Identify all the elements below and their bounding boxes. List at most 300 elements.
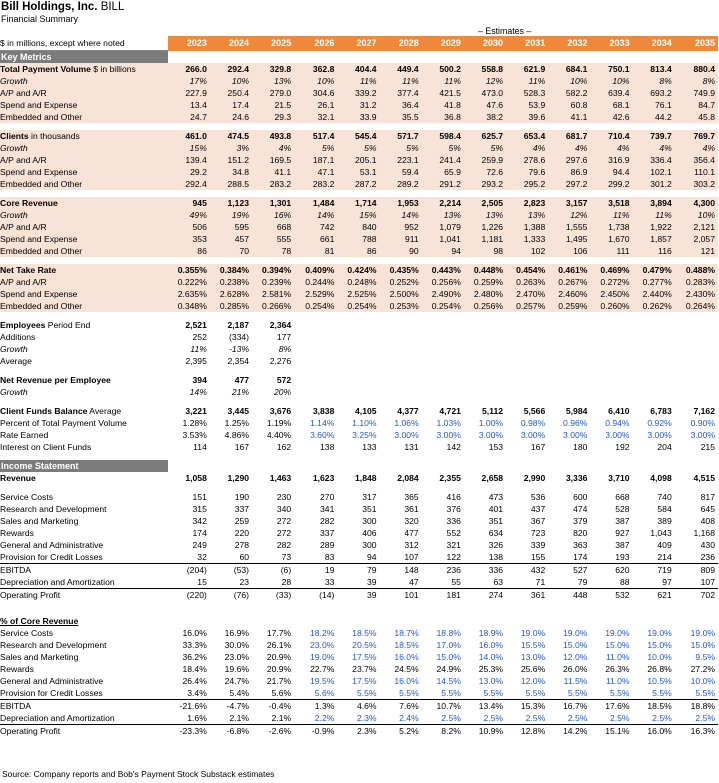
value-cell: 316.9 — [590, 154, 632, 166]
value-cell: 13% — [464, 209, 506, 221]
value-cell: 3.00% — [394, 430, 419, 440]
value-cell: 278 — [234, 540, 250, 550]
value-cell: 73 — [252, 551, 294, 564]
row-label: General and Administrative — [0, 676, 104, 686]
table-row — [0, 527, 718, 539]
year-header: 2035 — [675, 36, 718, 51]
value-cell: 0.409% — [294, 264, 337, 276]
value-cell: 3.53% — [182, 430, 207, 440]
value-cell: 12.0% — [520, 676, 546, 686]
table-row — [0, 166, 718, 178]
row-label: Growth — [0, 76, 28, 86]
value-cell — [337, 343, 379, 355]
value-cell: 927 — [615, 528, 630, 538]
row-label: Research and Development — [0, 504, 107, 514]
year-header: 2023 — [168, 36, 210, 51]
row-label-cell — [0, 111, 168, 123]
value-cell — [380, 331, 422, 343]
value-cell: 356.4 — [675, 154, 718, 166]
row-label-cell — [0, 687, 168, 700]
value-cell: 2,276 — [269, 356, 292, 366]
value-cell: 282 — [276, 540, 292, 550]
value-cell: 1.25% — [224, 418, 250, 428]
value-cell: 4.86% — [224, 430, 250, 440]
value-cell: 1,555 — [548, 221, 590, 233]
row-label-cell — [0, 564, 168, 577]
section-blank — [506, 51, 548, 64]
value-cell: 0.256% — [422, 276, 464, 288]
value-cell: 406 — [362, 528, 377, 538]
row-label-cell — [0, 197, 168, 209]
value-cell: 16.9% — [224, 628, 250, 638]
value-cell — [506, 331, 548, 343]
table-row — [0, 75, 718, 87]
value-cell: 809 — [700, 565, 715, 575]
row-label: Average — [0, 356, 32, 366]
value-cell: 0.454% — [506, 264, 548, 276]
value-cell: 0.394% — [252, 264, 294, 276]
value-cell: 3.00% — [563, 430, 588, 440]
value-cell: 78 — [252, 245, 294, 257]
table-row — [0, 576, 718, 589]
value-cell: 0.277% — [633, 276, 675, 288]
value-cell: 2,395 — [185, 356, 207, 366]
value-cell: 500.2 — [422, 63, 464, 75]
value-cell: 10.9% — [478, 726, 504, 736]
value-cell: 14% — [189, 387, 207, 397]
value-cell: 598.4 — [422, 130, 464, 142]
value-cell: 5,984 — [565, 406, 588, 416]
value-cell: 97 — [633, 576, 675, 589]
value-cell: 139.4 — [168, 154, 210, 166]
value-cell: 2,355 — [439, 473, 461, 483]
value-cell: 2,057 — [675, 233, 718, 245]
section-header — [0, 51, 718, 64]
row-label: A/P and A/R — [0, 155, 47, 165]
value-cell: 379 — [573, 516, 588, 526]
value-cell: 621 — [657, 590, 672, 600]
value-cell: 32 — [168, 551, 210, 564]
value-cell: 2.2% — [294, 712, 337, 725]
value-cell: 5.5% — [506, 687, 548, 700]
section-blank — [380, 51, 422, 64]
value-cell: 341 — [320, 504, 335, 514]
value-cell: 0.348% — [168, 300, 210, 312]
value-cell — [590, 331, 632, 343]
value-cell — [506, 374, 548, 386]
value-cell: 0.256% — [464, 300, 506, 312]
value-cell: 5% — [380, 142, 422, 154]
value-cell — [675, 374, 718, 386]
value-cell: 11.5% — [563, 676, 588, 686]
value-cell: 813.4 — [633, 63, 675, 75]
value-cell: 47.1 — [294, 166, 337, 178]
row-label: Net Revenue per Employee — [0, 375, 111, 385]
value-cell: 0.90% — [690, 418, 715, 428]
spacer-cell — [0, 608, 718, 615]
row-label: Embedded and Other — [0, 301, 83, 311]
row-label-cell — [0, 405, 168, 417]
value-cell: 31.2 — [337, 99, 379, 111]
row-label-cell — [0, 712, 168, 725]
value-cell: 769.7 — [675, 130, 718, 142]
value-cell: 33.9 — [337, 111, 379, 123]
table-row — [0, 209, 718, 221]
value-cell: 1,041 — [422, 233, 464, 245]
value-cell: 15.5% — [520, 640, 546, 650]
value-cell: 3,157 — [548, 197, 590, 209]
row-label-cell — [0, 663, 168, 675]
value-cell: 2.5% — [633, 712, 675, 725]
value-cell: 187.1 — [294, 154, 337, 166]
value-cell: 0.443% — [422, 264, 464, 276]
row-label: Total Payment Volume — [0, 64, 91, 74]
row-label: Core Revenue — [0, 198, 58, 208]
value-cell: (220) — [186, 590, 207, 600]
row-label-cell — [0, 503, 168, 515]
value-cell: 34.8 — [210, 166, 252, 178]
value-cell — [548, 331, 590, 343]
value-cell: 2.490% — [422, 288, 464, 300]
section-blank — [548, 51, 590, 64]
row-label-cell — [0, 651, 168, 663]
value-cell: 266.0 — [168, 63, 210, 75]
value-cell: 337 — [234, 504, 250, 514]
value-cell: 10% — [590, 75, 632, 87]
value-cell: 1.06% — [394, 418, 419, 428]
value-cell: 7,162 — [693, 406, 715, 416]
section-blank — [506, 460, 548, 472]
value-cell: 18.2% — [310, 628, 335, 638]
row-unit: Period End — [45, 320, 91, 330]
value-cell: 98 — [464, 245, 506, 257]
value-cell: 13.4% — [478, 701, 504, 711]
value-cell: 15% — [337, 209, 379, 221]
value-cell: 65.9 — [422, 166, 464, 178]
value-cell: 11% — [590, 209, 632, 221]
value-cell: 653.4 — [506, 130, 548, 142]
row-label: General and Administrative — [0, 540, 104, 550]
value-cell: 387 — [615, 540, 630, 550]
value-cell: 88 — [590, 576, 632, 589]
value-cell: 817 — [700, 492, 715, 502]
table-row — [0, 564, 718, 577]
value-cell: 42.6 — [590, 111, 632, 123]
value-cell: 2,187 — [227, 320, 250, 330]
value-cell — [294, 319, 337, 331]
value-cell: 133 — [362, 442, 377, 452]
value-cell: 223.1 — [380, 154, 422, 166]
value-cell: 19 — [324, 565, 335, 575]
table-row — [0, 233, 718, 245]
value-cell: 17.6% — [605, 701, 630, 711]
value-cell: 288.5 — [210, 178, 252, 190]
value-cell: 11% — [337, 75, 379, 87]
section-blank — [548, 460, 590, 472]
value-cell — [633, 319, 675, 331]
row-label: Employees — [0, 320, 46, 330]
value-cell — [422, 374, 464, 386]
value-cell — [422, 331, 464, 343]
value-cell: 278.6 — [506, 154, 548, 166]
value-cell: 300 — [362, 516, 377, 526]
value-cell: 339 — [530, 540, 546, 550]
row-label-cell — [0, 87, 168, 99]
value-cell: 312 — [404, 540, 419, 550]
spacer-row — [0, 257, 718, 264]
value-cell: 2,521 — [185, 320, 207, 330]
value-cell: 5.2% — [399, 726, 419, 736]
value-cell: 39 — [366, 590, 377, 600]
row-label-cell — [0, 221, 168, 233]
value-cell: (334) — [228, 332, 250, 342]
value-cell: -2.6% — [268, 726, 292, 736]
table-row — [0, 417, 718, 429]
row-label-cell — [0, 300, 168, 312]
value-cell: 68.1 — [590, 99, 632, 111]
value-cell: 2.3% — [356, 726, 377, 736]
spacer-row — [0, 123, 718, 130]
value-cell: (53) — [233, 565, 250, 575]
value-cell: 33 — [294, 576, 337, 589]
value-cell: 14.2% — [563, 726, 588, 736]
value-cell: 16.0% — [478, 640, 504, 650]
row-label: Depreciation and Amortization — [0, 577, 115, 587]
value-cell: 181 — [446, 590, 461, 600]
table-row — [0, 472, 718, 484]
value-cell: 29.2 — [168, 166, 210, 178]
value-cell: 26.1% — [266, 640, 292, 650]
spacer-row — [0, 484, 718, 491]
value-cell: 15.0% — [563, 640, 588, 650]
value-cell: 0.238% — [210, 276, 252, 288]
value-cell: 16% — [252, 209, 294, 221]
table-row — [0, 331, 718, 343]
value-cell: 552 — [446, 528, 461, 538]
value-cell — [464, 374, 506, 386]
spacer-row — [0, 453, 718, 460]
value-cell: 204 — [657, 442, 672, 452]
row-label-cell — [0, 166, 168, 178]
value-cell: 23.0% — [310, 640, 335, 650]
value-cell: -0.4% — [268, 701, 292, 711]
value-cell: 2.1% — [252, 712, 294, 725]
value-cell: 32.1 — [294, 111, 337, 123]
value-cell: 12.0% — [563, 652, 588, 662]
value-cell: 2.628% — [210, 288, 252, 300]
row-label-cell — [0, 154, 168, 166]
row-label: Service Costs — [0, 628, 54, 638]
value-cell: 621.9 — [506, 63, 548, 75]
value-cell — [337, 331, 379, 343]
value-cell: 3.00% — [647, 430, 672, 440]
row-label: Rewards — [0, 528, 34, 538]
value-cell: -6.8% — [226, 726, 250, 736]
value-cell: 18.4% — [182, 664, 207, 674]
value-cell: 2,990 — [523, 473, 546, 483]
value-cell: 301.2 — [633, 178, 675, 190]
value-cell: 5.5% — [633, 687, 675, 700]
value-cell: 4% — [506, 142, 548, 154]
table-row — [0, 515, 718, 527]
row-label: Depreciation and Amortization — [0, 713, 115, 723]
value-cell: 131 — [404, 442, 419, 452]
value-cell — [294, 355, 337, 367]
value-cell: 416 — [446, 492, 461, 502]
value-cell: 15.3% — [520, 701, 546, 711]
value-cell: 30.0% — [224, 640, 250, 650]
value-cell: 788 — [337, 233, 379, 245]
section-title: Key Metrics — [0, 51, 168, 64]
row-label: Spend and Expense — [0, 100, 78, 110]
value-cell: 16.7% — [563, 701, 588, 711]
table-row — [0, 589, 718, 602]
value-cell: 13.0% — [478, 676, 504, 686]
value-cell: 0.283% — [675, 276, 718, 288]
row-label-cell — [0, 130, 168, 142]
value-cell: 300 — [362, 540, 377, 550]
value-cell: 15.0% — [690, 640, 715, 650]
value-cell — [548, 386, 590, 398]
value-cell: 1,484 — [294, 197, 337, 209]
value-cell: 336 — [488, 565, 504, 575]
row-label-cell — [0, 209, 168, 221]
value-cell: 16.0% — [182, 628, 207, 638]
value-cell: 477 — [404, 528, 419, 538]
section-blank — [294, 460, 337, 472]
value-cell: 13.4 — [168, 99, 210, 111]
value-cell: 190 — [234, 492, 250, 502]
value-cell: 151 — [192, 492, 207, 502]
value-cell: 558.8 — [464, 63, 506, 75]
value-cell: 60 — [210, 551, 252, 564]
value-cell: 138 — [464, 551, 506, 564]
table-row — [0, 245, 718, 257]
value-cell: 167 — [234, 442, 250, 452]
section-blank — [210, 460, 252, 472]
value-cell: 11% — [633, 209, 675, 221]
value-cell: 41.1 — [548, 111, 590, 123]
value-cell: 86 — [337, 245, 379, 257]
row-label-cell — [0, 374, 168, 386]
value-cell: 18.9% — [478, 628, 504, 638]
table-row — [0, 130, 718, 142]
value-cell: 3,518 — [590, 197, 632, 209]
value-cell: 719 — [657, 565, 672, 575]
value-cell: 0.267% — [548, 276, 590, 288]
value-cell: 63 — [464, 576, 506, 589]
row-label: Operating Profit — [0, 590, 61, 600]
value-cell: 180 — [573, 442, 588, 452]
value-cell: 528.3 — [506, 87, 548, 99]
value-cell: 72.6 — [464, 166, 506, 178]
value-cell: 287.2 — [337, 178, 379, 190]
row-label: Research and Development — [0, 640, 107, 650]
row-label: Rate Earned — [0, 430, 49, 440]
value-cell: 17.0% — [436, 640, 461, 650]
table-row — [0, 63, 718, 75]
value-cell: 102 — [506, 245, 548, 257]
value-cell: 353 — [168, 233, 210, 245]
value-cell: 3% — [210, 142, 252, 154]
row-label: Provision for Credit Losses — [0, 688, 103, 698]
value-cell: 1.6% — [168, 712, 210, 725]
row-label: Sales and Marketing — [0, 652, 79, 662]
table-row — [0, 142, 718, 154]
value-cell: 0.469% — [590, 264, 632, 276]
value-cell: 114 — [193, 442, 207, 452]
value-cell: 26.1 — [294, 99, 337, 111]
value-cell: 10.5% — [647, 676, 672, 686]
value-cell: 81 — [294, 245, 337, 257]
row-label: Sales and Marketing — [0, 516, 79, 526]
value-cell — [590, 343, 632, 355]
value-cell: 5.5% — [422, 687, 464, 700]
value-cell: 336 — [446, 516, 461, 526]
value-cell: 214 — [633, 551, 675, 564]
value-cell — [675, 355, 718, 367]
value-cell: 625.7 — [464, 130, 506, 142]
value-cell — [337, 374, 379, 386]
value-cell: 241.4 — [422, 154, 464, 166]
value-cell: 0.479% — [633, 264, 675, 276]
value-cell — [380, 319, 422, 331]
value-cell: 0.461% — [548, 264, 590, 276]
value-cell: 44.2 — [633, 111, 675, 123]
value-cell: 620 — [615, 565, 630, 575]
value-cell — [548, 374, 590, 386]
spacer-cell — [0, 367, 718, 374]
value-cell: 0.355% — [168, 264, 210, 276]
spacer-row — [0, 190, 718, 197]
value-cell: 1.03% — [436, 418, 461, 428]
value-cell — [464, 386, 506, 398]
value-cell: (76) — [233, 590, 250, 600]
value-cell: 26.0% — [563, 664, 588, 674]
value-cell: 84.7 — [675, 99, 718, 111]
value-cell: 18.8% — [436, 628, 461, 638]
value-cell: 10% — [548, 75, 590, 87]
value-cell: 26.4% — [182, 676, 207, 686]
value-cell: 2,364 — [269, 320, 292, 330]
report-subtitle: Financial Summary — [1, 14, 79, 24]
row-label: Operating Profit — [0, 726, 61, 736]
value-cell: 14.0% — [478, 652, 504, 662]
company-title: Bill Holdings, Inc. BILL — [1, 1, 125, 13]
value-cell — [464, 343, 506, 355]
value-cell: 5.5% — [337, 687, 379, 700]
value-cell: 1,623 — [312, 473, 335, 483]
value-cell: 283.2 — [294, 178, 337, 190]
section-blank — [168, 51, 210, 64]
value-cell: 2,658 — [481, 473, 504, 483]
value-cell: 2.460% — [548, 288, 590, 300]
row-label-cell — [0, 264, 168, 276]
value-cell: 2.635% — [168, 288, 210, 300]
section-blank — [675, 460, 718, 472]
value-cell: 493.8 — [252, 130, 294, 142]
value-cell: 1,226 — [464, 221, 506, 233]
section-blank — [337, 460, 379, 472]
value-cell: 5.5% — [548, 687, 590, 700]
row-label: Client Funds Balance — [0, 406, 88, 416]
value-cell: 4.6% — [356, 701, 377, 711]
value-cell: 2,084 — [397, 473, 419, 483]
value-cell: 20.9% — [266, 652, 292, 662]
value-cell: 723 — [530, 528, 546, 538]
value-cell: 3,894 — [633, 197, 675, 209]
value-cell: 317 — [362, 492, 377, 502]
